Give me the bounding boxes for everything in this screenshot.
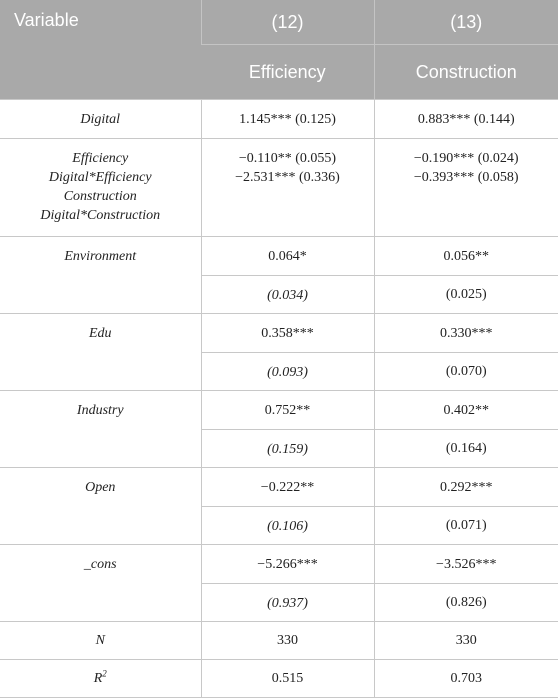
cell-cons-se-12: (0.937)	[201, 584, 374, 622]
cell-environment-12: 0.064*	[201, 237, 374, 276]
table-row-r2	[0, 660, 558, 698]
row-label-interaction	[0, 139, 201, 237]
label-digital-efficiency: Digital*Efficiency	[48, 170, 152, 185]
cell-edu-se-12: (0.093)	[201, 353, 374, 391]
cell-open-se-13: (0.071)	[374, 507, 558, 545]
cell-edu-13: 0.330***	[374, 314, 558, 353]
header-sub-efficiency: Efficiency	[201, 45, 374, 100]
label-r-superscript: 2	[102, 668, 107, 679]
row-label-digital: Digital	[0, 100, 201, 139]
row-label-cons: _cons	[0, 545, 201, 622]
table-row-environment	[0, 237, 558, 276]
table-row-n	[0, 622, 558, 660]
cell-industry-se-12: (0.159)	[201, 430, 374, 468]
header-col-12: (12)	[201, 0, 374, 45]
header-sub-construction: Construction	[374, 45, 558, 100]
cell-open-13: 0.292***	[374, 468, 558, 507]
cell-construction-13: −0.190*** (0.024)	[413, 151, 519, 166]
row-label-environment: Environment	[0, 237, 201, 314]
cell-digital-12: 1.145*** (0.125)	[201, 100, 374, 139]
cell-environment-se-13: (0.025)	[374, 276, 558, 314]
table-row-edu	[0, 314, 558, 353]
cell-industry-13: 0.402**	[374, 391, 558, 430]
table-row-industry	[0, 391, 558, 430]
row-label-edu: Edu	[0, 314, 201, 391]
cell-industry-se-13: (0.164)	[374, 430, 558, 468]
label-r: R	[93, 671, 103, 686]
table-row-interaction	[0, 139, 558, 237]
cell-r2-13: 0.703	[374, 660, 558, 698]
label-construction: Construction	[63, 189, 137, 204]
row-label-n: N	[0, 622, 201, 660]
cell-environment-13: 0.056**	[374, 237, 558, 276]
cell-industry-12: 0.752**	[201, 391, 374, 430]
cell-n-12: 330	[201, 622, 374, 660]
cell-efficiency-12: −0.110** (0.055)	[238, 151, 337, 166]
cell-digital-efficiency-12: −2.531*** (0.336)	[235, 170, 340, 185]
cell-n-13: 330	[374, 622, 558, 660]
row-label-industry: Industry	[0, 391, 201, 468]
header-variable: Variable	[0, 0, 201, 100]
table-row-open	[0, 468, 558, 507]
row-label-open: Open	[0, 468, 201, 545]
label-digital-construction: Digital*Construction	[40, 208, 161, 223]
cell-edu-se-13: (0.070)	[374, 353, 558, 391]
cell-interaction-12	[201, 139, 374, 237]
cell-environment-se-12: (0.034)	[201, 276, 374, 314]
cell-open-se-12: (0.106)	[201, 507, 374, 545]
cell-r2-12: 0.515	[201, 660, 374, 698]
cell-cons-se-13: (0.826)	[374, 584, 558, 622]
table-row-digital	[0, 100, 558, 139]
header-col-13: (13)	[374, 0, 558, 45]
cell-cons-12: −5.266***	[201, 545, 374, 584]
cell-open-12: −0.222**	[201, 468, 374, 507]
cell-edu-12: 0.358***	[201, 314, 374, 353]
cell-interaction-13	[374, 139, 558, 237]
cell-digital-construction-13: −0.393*** (0.058)	[413, 170, 519, 185]
cell-cons-13: −3.526***	[374, 545, 558, 584]
table-row-cons	[0, 545, 558, 584]
label-efficiency: Efficiency	[72, 151, 129, 166]
cell-digital-13: 0.883*** (0.144)	[374, 100, 558, 139]
row-label-r2	[0, 660, 201, 698]
